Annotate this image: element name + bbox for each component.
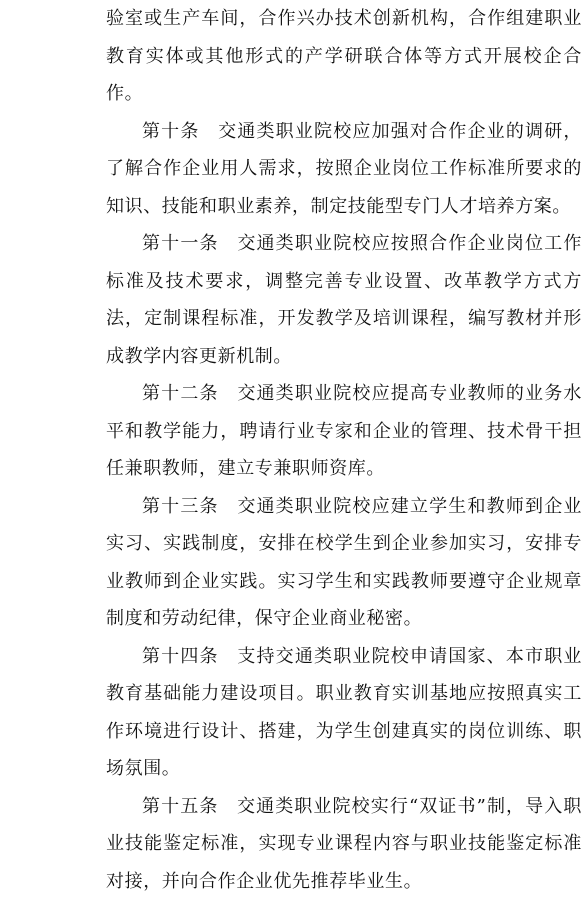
- document-body: [106, 0, 582, 900]
- article-number: 第十三条: [142, 496, 219, 517]
- paragraph-text: 支持交通类职业院校申请国家、本市职业教育基础能力建设项目。职业教育实训基地应按照真实工作环境进行设计、搭建，为学生创建真实的岗位训练、职场氛围。: [106, 646, 582, 780]
- paragraph-text: 交通类职业院校应加强对合作企业的调研，了解合作企业用人需求，按照企业岗位工作标准所要求的知识、技能和职业素养，制定技能型专门人才培养方案。: [106, 121, 582, 217]
- article-14: [106, 638, 582, 788]
- article-10: [106, 113, 582, 226]
- paragraph-text: 交通类职业院校应按照合作企业岗位工作标准及技术要求，调整完善专业设置、改革教学方式方法，定制课程标准，开发教学及培训课程，编写教材并形成教学内容更新机制。: [106, 233, 582, 367]
- paragraph-text: 验室或生产车间，合作兴办技术创新机构，合作组建职业教育实体或其他形式的产学研联合体等方式开展校企合作。: [106, 8, 582, 104]
- article-12: [106, 375, 582, 488]
- article-13: [106, 488, 582, 638]
- paragraph-continuation: [106, 0, 582, 113]
- article-number: 第十条: [142, 121, 200, 142]
- article-number: 第十二条: [142, 383, 219, 404]
- paragraph-text: 交通类职业院校应提高专业教师的业务水平和教学能力，聘请行业专家和企业的管理、技术骨干担任兼职教师，建立专兼职师资库。: [106, 383, 582, 479]
- article-number: 第十五条: [142, 796, 218, 817]
- article-number: 第十四条: [142, 646, 219, 667]
- paragraph-text: 交通类职业院校应建立学生和教师到企业实习、实践制度，安排在校学生到企业参加实习，安排专业教师到企业实践。实习学生和实践教师要遵守企业规章制度和劳动纪律，保守企业商业秘密。: [106, 496, 582, 630]
- article-11: [106, 225, 582, 375]
- paragraph-text: 交通类职业院校实行“双证书”制，导入职业技能鉴定标准，实现专业课程内容与职业技能鉴定标准对接，并向合作企业优先推荐毕业生。: [106, 796, 582, 892]
- article-15: [106, 788, 582, 900]
- article-number: 第十一条: [142, 233, 219, 254]
